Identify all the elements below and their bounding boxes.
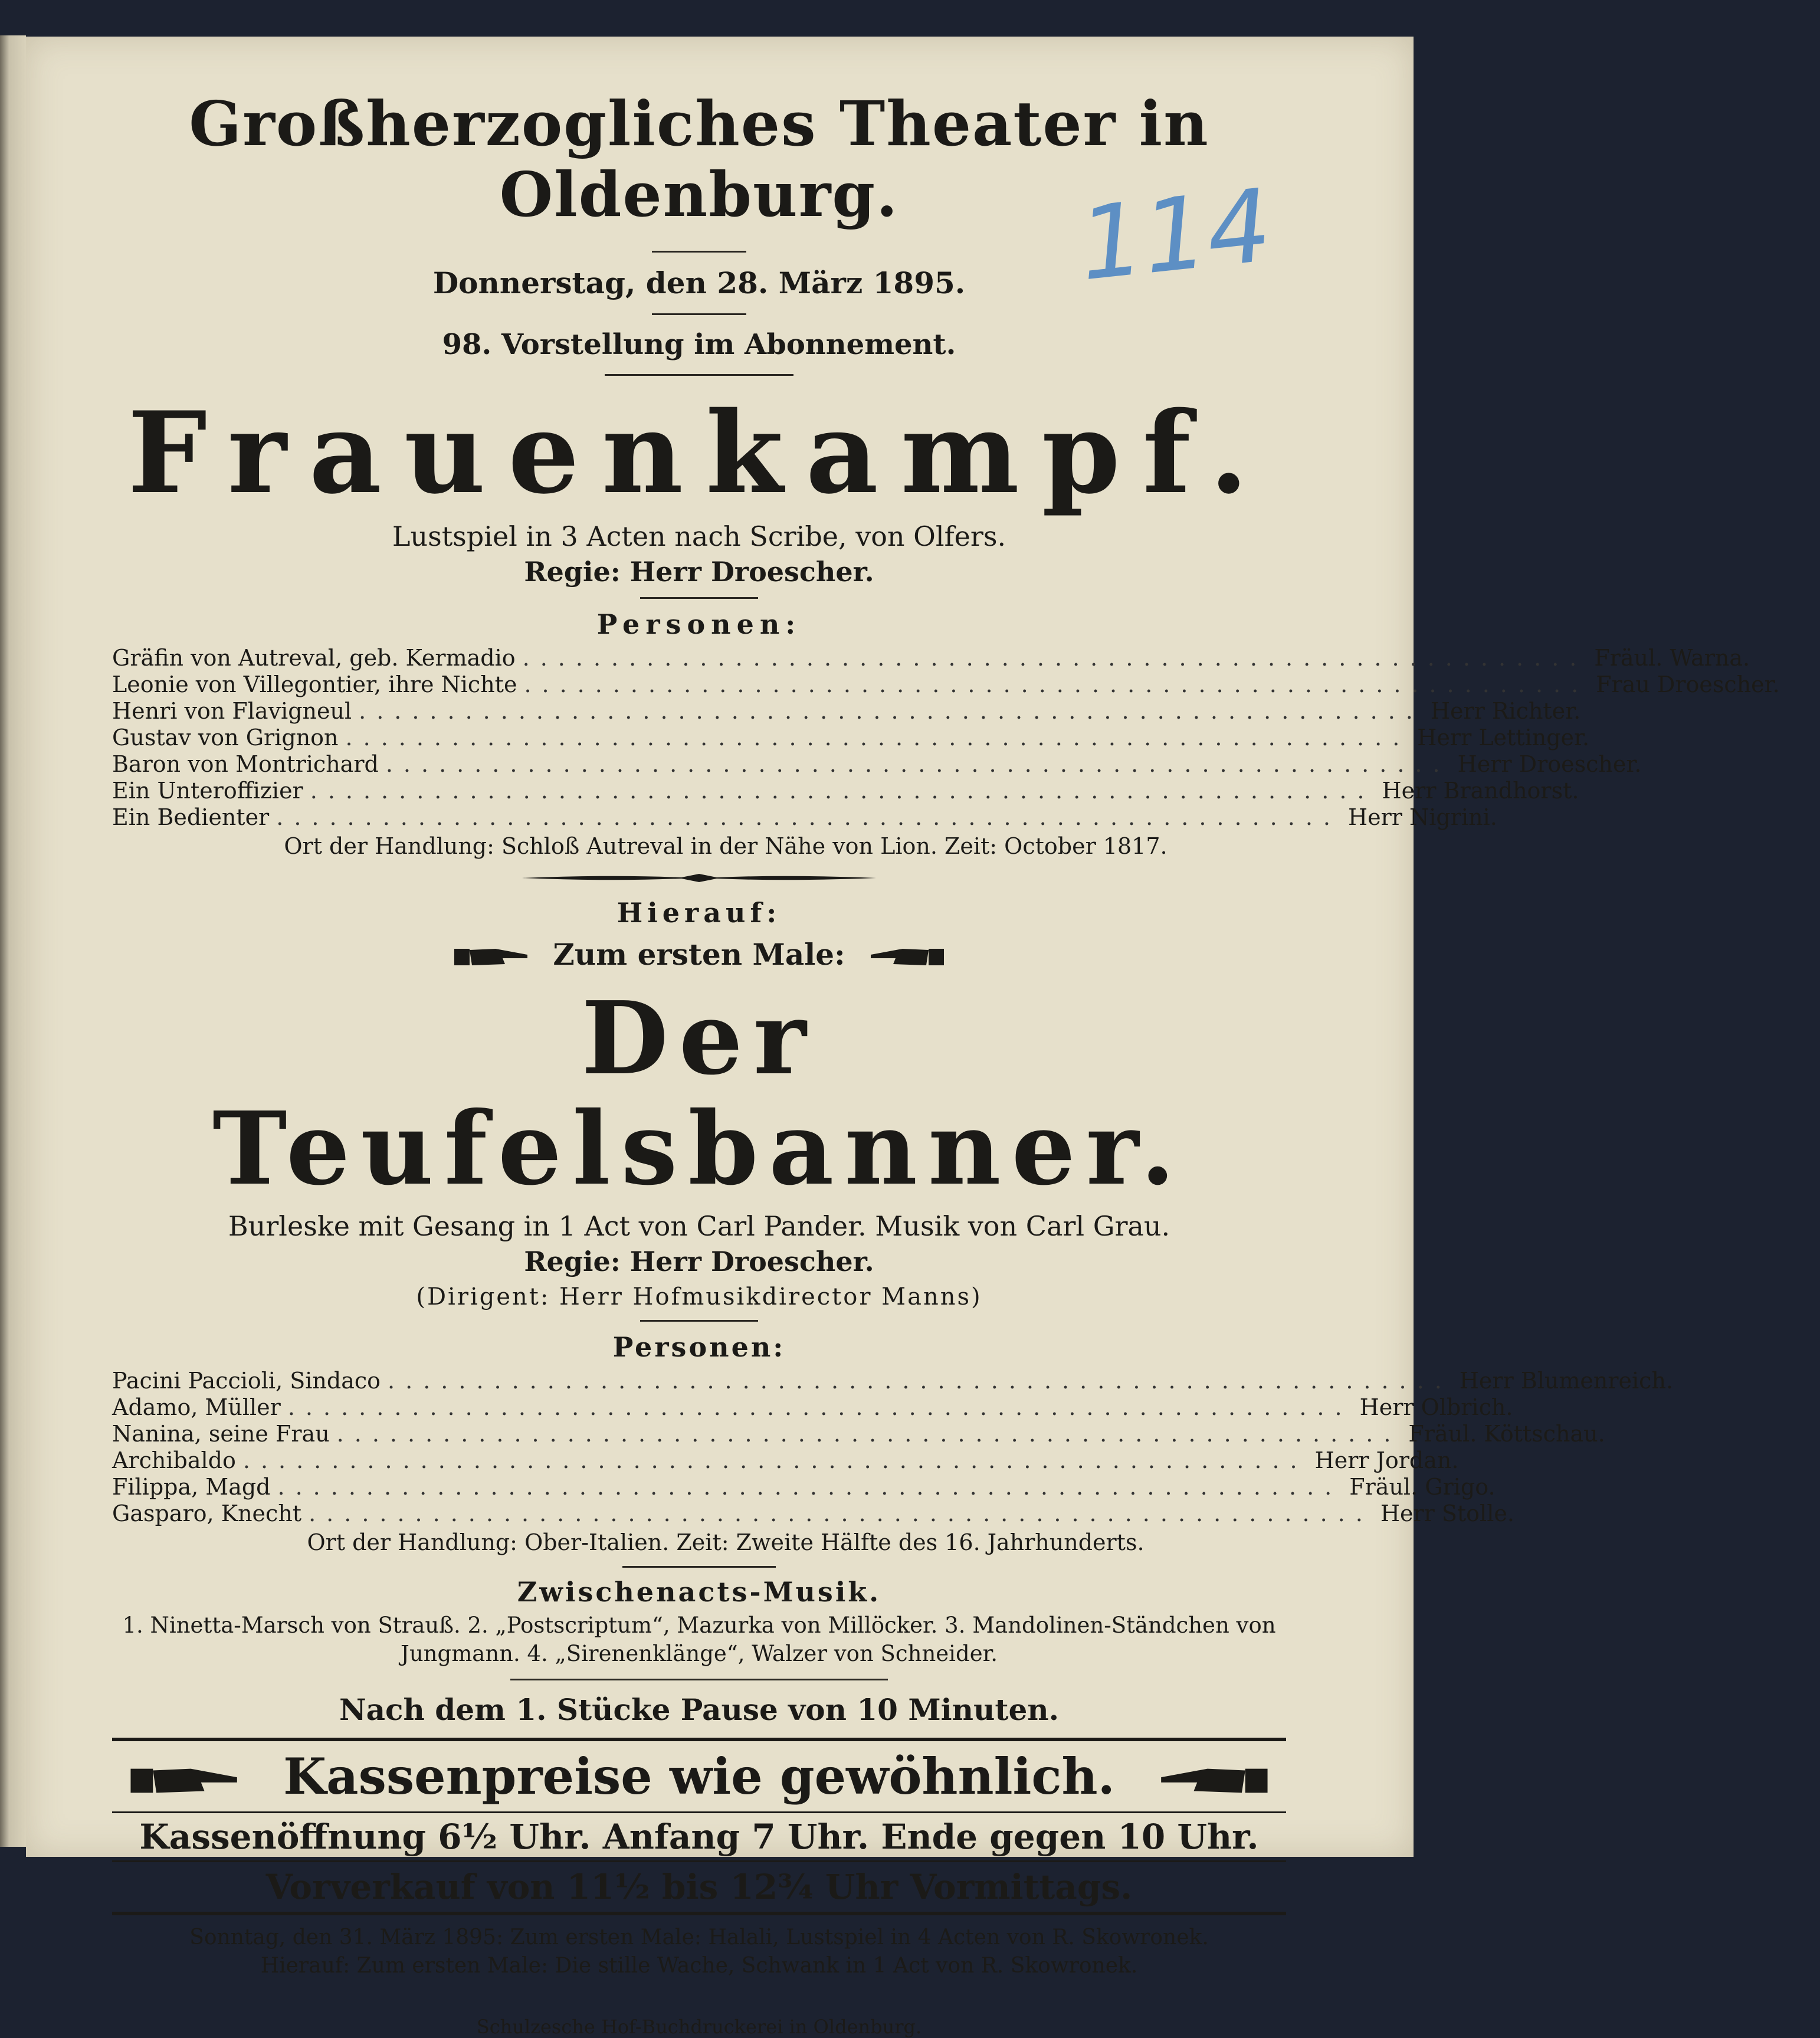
play1-regie: Regie: Herr Droescher. <box>524 556 874 588</box>
cast-role: Gasparo, Knecht <box>112 1500 302 1527</box>
cast-actor: Fräul. Grigo. <box>1349 1474 1496 1500</box>
entracte-line-1: 1. Ninetta-Marsch von Strauß. 2. „Postscriptum“, Mazurka von Millöcker. 3. Mandolinen-Ständchen von <box>122 1613 1276 1639</box>
divider <box>622 1566 776 1568</box>
cast-actor: Fräul. Warna. <box>1594 645 1750 671</box>
next-performance-line-1: Sonntag, den 31. März 1895: Zum ersten Male: Halali, Lustspiel in 4 Acten von R. Skowronek. <box>189 1925 1209 1950</box>
leader-dots: ............................................................ <box>385 751 1451 778</box>
cast-actor: Herr Richter. <box>1430 698 1581 725</box>
presale-row: Vorverkauf von 11½ bis 12¾ Uhr Vormittags. <box>265 1867 1133 1908</box>
opening-times-row: Kassenöffnung 6½ Uhr. Anfang 7 Uhr. Ende gegen 10 Uhr. <box>112 1813 1286 1862</box>
leader-dots: ............................................................ <box>276 804 1341 831</box>
pointing-hand-right-icon <box>454 944 531 970</box>
cast-row <box>112 671 1780 698</box>
pause-notice: Nach dem 1. Stücke Pause von 10 Minuten. <box>339 1692 1060 1728</box>
cast-row <box>112 1474 1496 1500</box>
cast-role: Pacini Paccioli, Sindaco <box>112 1368 381 1394</box>
playbill-content <box>112 53 1780 2038</box>
first-time-line <box>112 937 1286 972</box>
ornament-divider <box>522 872 876 884</box>
cast-actor: Fräul. Köttschau. <box>1408 1421 1605 1447</box>
handwritten-number: 114 <box>1074 167 1277 304</box>
prices-text: Kassenpreise wie gewöhnlich. <box>283 1747 1115 1806</box>
play2-persons-heading: Personen: <box>612 1331 786 1364</box>
entracte-line-2: Jungmann. 4. „Sirenenklänge“, Walzer von Schneider. <box>401 1641 998 1667</box>
play2-cast-list <box>112 1368 1674 1527</box>
theatre-name: Großherzogliches Theater in Oldenburg. <box>189 87 1209 231</box>
play1-title: Frauenkampf. <box>127 387 1271 519</box>
cast-actor: Herr Stolle. <box>1380 1500 1514 1527</box>
prices-row <box>112 1741 1286 1813</box>
cast-row <box>112 1500 1514 1527</box>
cast-actor: Herr Jordan. <box>1314 1447 1459 1474</box>
hierauf-label: Hierauf: <box>616 897 782 929</box>
cast-role: Ein Unteroffizier <box>112 778 303 804</box>
performance-number: 98. Vorstellung im Abonnement. <box>442 328 956 362</box>
cast-actor: Herr Nigrini. <box>1347 804 1497 831</box>
cast-row <box>112 778 1579 804</box>
leader-dots: ............................................................ <box>522 645 1588 671</box>
play2-title: Der Teufelsbanner. <box>212 979 1186 1208</box>
cast-row <box>112 804 1497 831</box>
cast-row <box>112 645 1750 671</box>
next-performance-line-2: Hierauf: Zum ersten Male: Die stille Wache, Schwank in 1 Act von R. Skowronek. <box>260 1954 1138 1978</box>
first-time-label: Zum ersten Male: <box>553 937 845 972</box>
divider <box>605 374 793 376</box>
cast-row <box>112 1447 1459 1474</box>
cast-row <box>112 1421 1605 1447</box>
leader-dots: ............................................................ <box>277 1474 1343 1500</box>
leader-dots: ............................................................ <box>309 1500 1373 1527</box>
ticket-info-box <box>112 1738 1286 1915</box>
cast-actor: Frau Droescher. <box>1596 671 1780 698</box>
cast-row <box>112 1394 1513 1421</box>
cast-role: Baron von Montrichard <box>112 751 379 778</box>
play2-setting: Ort der Handlung: Ober-Italien. Zeit: Zweite Hälfte des 16. Jahrhunderts. <box>307 1529 1145 1556</box>
cast-actor: Herr Lettinger. <box>1417 725 1590 751</box>
cast-role: Adamo, Müller <box>112 1394 281 1421</box>
cast-row <box>112 1368 1674 1394</box>
cast-row <box>112 698 1581 725</box>
divider <box>640 1320 758 1322</box>
divider <box>652 251 746 253</box>
performance-date: Donnerstag, den 28. März 1895. <box>432 266 966 301</box>
cast-role: Ein Bedienter <box>112 804 270 831</box>
cast-row <box>112 725 1590 751</box>
play1-setting: Ort der Handlung: Schloß Autreval in der Nähe von Lion. Zeit: October 1817. <box>284 833 1168 860</box>
leader-dots: ............................................................ <box>388 1368 1452 1394</box>
divider <box>640 597 758 599</box>
leader-dots: ............................................................ <box>242 1447 1308 1474</box>
divider <box>652 313 746 315</box>
leader-dots: ............................................................ <box>524 671 1589 698</box>
leader-dots: ............................................................ <box>336 1421 1402 1447</box>
pointing-hand-left-icon <box>867 944 944 970</box>
cast-role: Nanina, seine Frau <box>112 1421 330 1447</box>
play1-subtitle: Lustspiel in 3 Acten nach Scribe, von Olfers. <box>392 520 1006 553</box>
cast-role: Gustav von Grignon <box>112 725 339 751</box>
pointing-hand-right-icon <box>130 1762 242 1800</box>
cast-role: Henri von Flavigneul <box>112 698 352 725</box>
play1-cast-list <box>112 645 1780 831</box>
leader-dots: ............................................................ <box>345 725 1411 751</box>
printer-credit: Schulzesche Hof-Buchdruckerei in Oldenburg. <box>476 2016 922 2038</box>
play2-regie: Regie: Herr Droescher. <box>524 1246 874 1278</box>
leader-dots: ............................................................ <box>359 698 1424 725</box>
play2-subtitle: Burleske mit Gesang in 1 Act von Carl Pander. Musik von Carl Grau. <box>228 1210 1170 1243</box>
cast-actor: Herr Olbrich. <box>1359 1394 1513 1421</box>
pointing-hand-left-icon <box>1156 1762 1268 1800</box>
cast-actor: Herr Brandhorst. <box>1382 778 1579 804</box>
cast-row <box>112 751 1642 778</box>
divider <box>510 1679 888 1680</box>
cast-role: Filippa, Magd <box>112 1474 271 1500</box>
leader-dots: ............................................................ <box>287 1394 1353 1421</box>
book-spine <box>0 35 26 1847</box>
cast-actor: Herr Droescher. <box>1457 751 1642 778</box>
cast-role: Archibaldo <box>112 1447 236 1474</box>
cast-actor: Herr Blumenreich. <box>1459 1368 1674 1394</box>
entracte-heading: Zwischenacts-Musik. <box>517 1576 881 1608</box>
play1-persons-heading: Personen: <box>596 608 802 641</box>
cast-role: Gräfin von Autreval, geb. Kermadio <box>112 645 516 671</box>
leader-dots: ............................................................ <box>310 778 1375 804</box>
cast-role: Leonie von Villegontier, ihre Nichte <box>112 671 517 698</box>
play2-conductor: (Dirigent: Herr Hofmusikdirector Manns) <box>416 1283 982 1311</box>
